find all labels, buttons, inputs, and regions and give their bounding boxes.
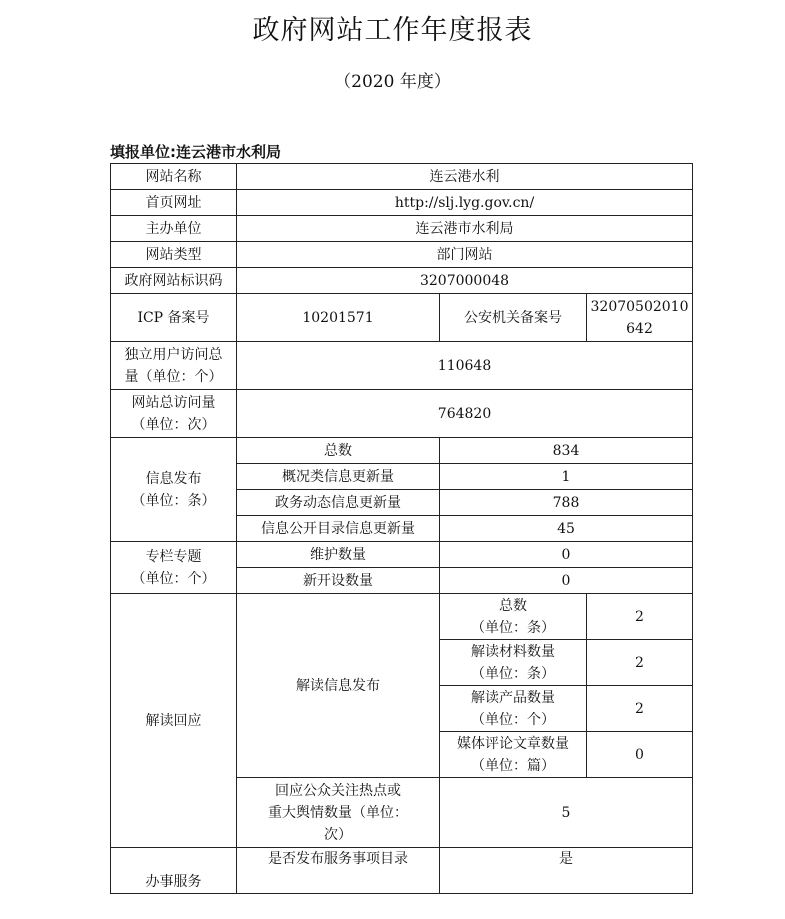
site-name-label: 网站名称 — [111, 164, 237, 190]
info-publish-item-label: 政务动态信息更新量 — [237, 490, 440, 516]
site-type-label: 网站类型 — [111, 242, 237, 268]
unique-visitors-value: 110648 — [237, 342, 693, 390]
interpretation-item-value: 0 — [587, 732, 693, 778]
interpretation-item-value: 2 — [587, 640, 693, 686]
response-value: 5 — [440, 778, 693, 848]
info-publish-item-value: 788 — [440, 490, 693, 516]
site-name-value: 连云港水利 — [237, 164, 693, 190]
home-url-label: 首页网址 — [111, 190, 237, 216]
police-record-value: 32070502010 642 — [587, 294, 693, 342]
info-publish-item-value: 45 — [440, 516, 693, 542]
columns-label: 专栏专题 （单位：个） — [111, 542, 237, 594]
icp-label: ICP 备案号 — [111, 294, 237, 342]
info-publish-item-value: 834 — [440, 438, 693, 464]
police-record-label: 公安机关备案号 — [440, 294, 587, 342]
info-publish-item-label: 概况类信息更新量 — [237, 464, 440, 490]
interpretation-sub-label: 解读信息发布 — [237, 594, 440, 778]
home-url-value: http://slj.lyg.gov.cn/ — [237, 190, 693, 216]
unique-visitors-label: 独立用户访问总 量（单位：个） — [111, 342, 237, 390]
interpretation-item-label: 解读产品数量 （单位：个） — [440, 686, 587, 732]
columns-item-value: 0 — [440, 542, 693, 568]
interpretation-item-label: 总数 （单位：条） — [440, 594, 587, 640]
info-publish-item-label: 信息公开目录信息更新量 — [237, 516, 440, 542]
info-publish-item-label: 总数 — [237, 438, 440, 464]
site-code-label: 政府网站标识码 — [111, 268, 237, 294]
sponsor-value: 连云港市水利局 — [237, 216, 693, 242]
report-title: 政府网站工作年度报表 — [252, 15, 533, 46]
interpretation-label: 解读回应 — [111, 594, 237, 848]
info-publish-item-value: 1 — [440, 464, 693, 490]
service-item-value: 是 — [440, 848, 693, 894]
columns-item-value: 0 — [440, 568, 693, 594]
report-table — [110, 163, 693, 894]
interpretation-item-label: 解读材料数量 （单位：条） — [440, 640, 587, 686]
response-label: 回应公众关注热点或 重大舆情数量（单位： 次） — [237, 778, 440, 848]
icp-value: 10201571 — [237, 294, 440, 342]
filing-unit: 填报单位:连云港市水利局 — [110, 143, 281, 161]
service-label: 办事服务 — [111, 848, 237, 894]
interpretation-item-value: 2 — [587, 686, 693, 732]
columns-item-label: 新开设数量 — [237, 568, 440, 594]
site-type-value: 部门网站 — [237, 242, 693, 268]
info-publish-label: 信息发布 （单位：条） — [111, 438, 237, 542]
page-views-label: 网站总访问量 （单位：次） — [111, 390, 237, 438]
page-views-value: 764820 — [237, 390, 693, 438]
sponsor-label: 主办单位 — [111, 216, 237, 242]
site-code-value: 3207000048 — [237, 268, 693, 294]
interpretation-item-value: 2 — [587, 594, 693, 640]
columns-item-label: 维护数量 — [237, 542, 440, 568]
service-item-label: 是否发布服务事项目录 — [237, 848, 440, 894]
report-year: （2020 年度） — [334, 72, 451, 92]
interpretation-item-label: 媒体评论文章数量 （单位：篇） — [440, 732, 587, 778]
